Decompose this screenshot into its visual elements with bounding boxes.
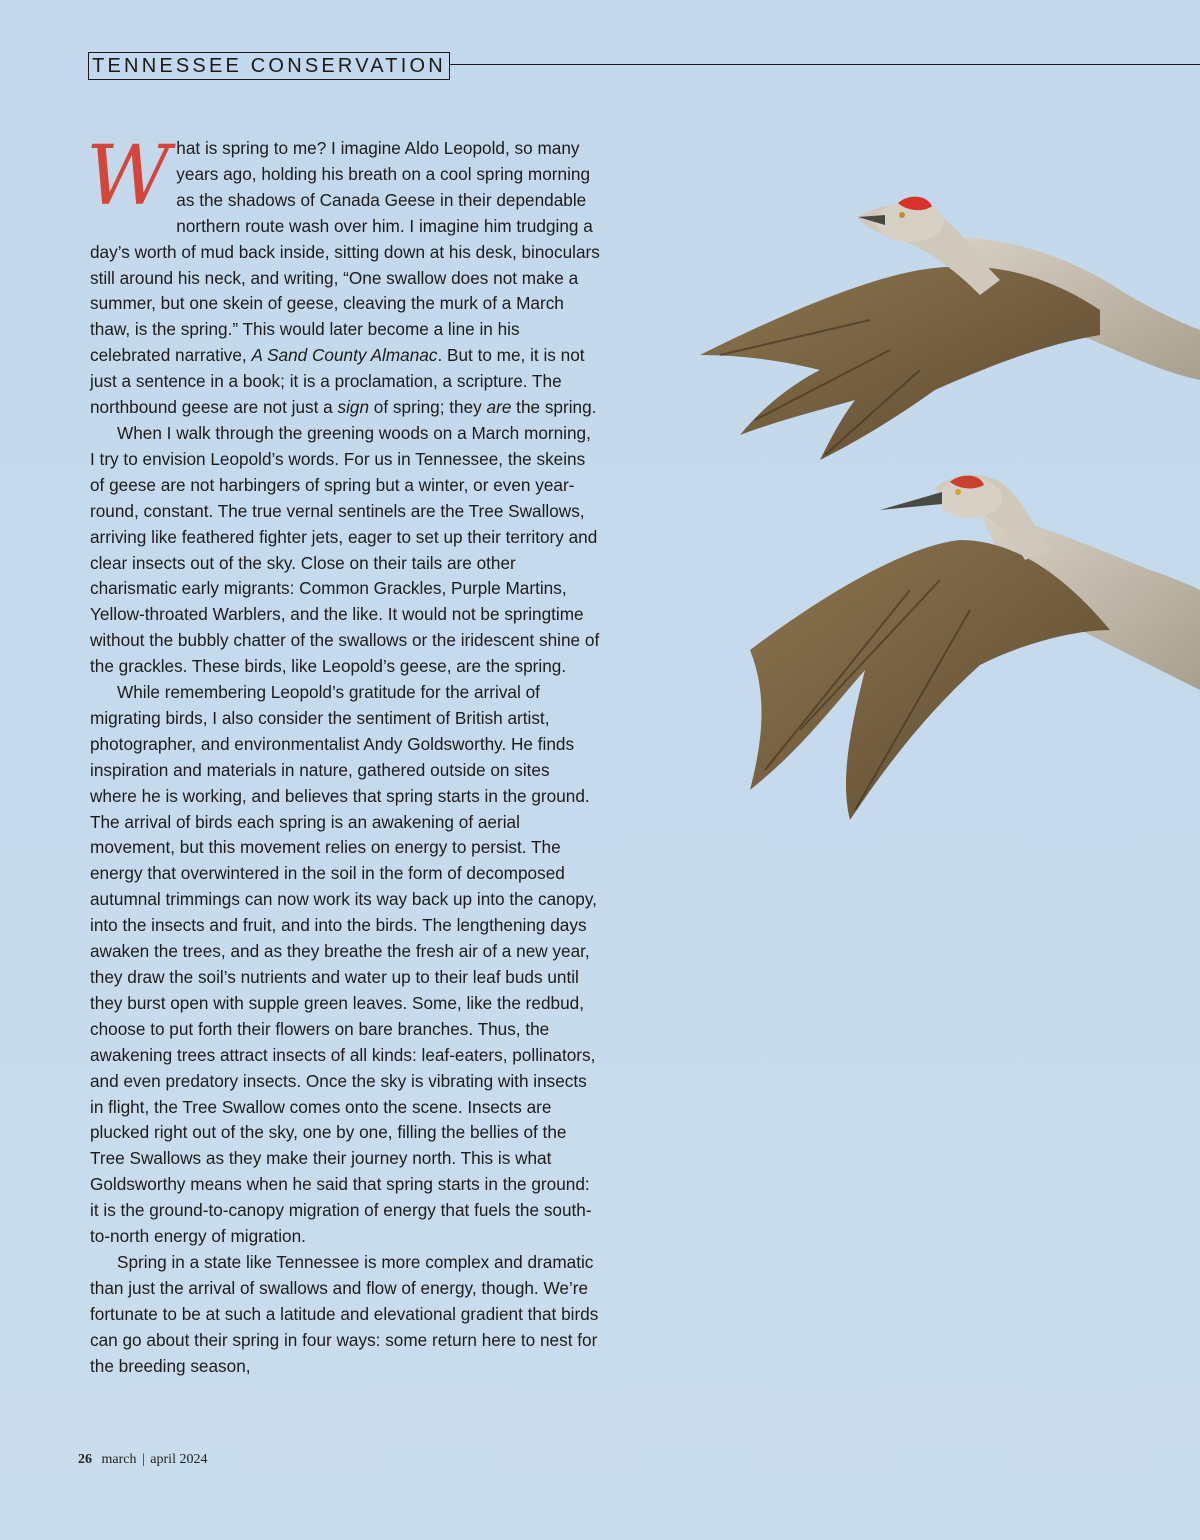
crane-bottom [750, 475, 1200, 820]
page-footer [78, 1452, 207, 1468]
p1-emphasis-2: are [486, 397, 512, 418]
paragraph-3: While remembering Leopold’s gratitude for the arrival of migrating birds, I also consider the sentiment of British artist, photographer, and environmentalist Andy Goldsworthy. He finds inspiration and materials in nature, gathered outside on sites where he is working, and believes that spring starts in the ground. The arrival of birds each spring is an awakening of aerial movement, but this movement relies on energy to persist. The energy that overwintered in the soil in the form of decomposed autumnal trimmings can now work its way back up into the canopy, into the insects and fruit, and into the birds. The lengthening days awaken the trees, and as they breathe the fresh air of a new year, they draw the soil’s nutrients and water up to their leaf buds until they burst open with supple green leaves. Some, like the redbud, choose to put forth their flowers on bare branches. Thus, the awakening trees attract insects of all kinds: leaf-eaters, pollinators, and even predatory insects. Once the sky is vibrating with insects in flight, the Tree Swallow comes onto the scene. Insects are plucked right out of the sky, one by one, filling the bellies of the Tree Swallows as they make their journey north. This is what Goldsworthy means when he said that spring starts in the ground: it is the ground-to-canopy migration of energy that fuels the south-to-north energy of migration. [90, 682, 597, 1247]
sandhill-cranes-photo [680, 170, 1200, 870]
p1-text-3: of spring; they [369, 397, 487, 418]
paragraph-2: When I walk through the greening woods on a March morning, I try to envision Leopold’s words. For us in Tennessee, the skeins of geese are not harbingers of spring but a winter, or even year-round, constant. The true vernal sentinels are the Tree Swallows, arriving like feathered fighter jets, eager to set up their territory and clear insects out of the sky. Close on their tails are other charismatic early migrants: Common Grackles, Purple Martins, Yellow-throated Warblers, and the like. It would not be springtime without the bubbly chatter of the swallows or the iridescent shine of the grackles. These birds, like Leopold’s geese, are the spring. [90, 422, 600, 677]
article-body [86, 129, 600, 1380]
masthead-rule [450, 64, 1200, 65]
section-masthead [88, 52, 450, 80]
paragraph-4: Spring in a state like Tennessee is more complex and dramatic than just the arrival of swallows and flow of energy, though. We’re fortunate to be at such a latitude and elevational gradient that birds can go about their spring in four ways: some return here to nest for the breeding season, [90, 1251, 599, 1376]
issue-separator: | [141, 1452, 145, 1467]
book-title: A Sand County Almanac [251, 345, 438, 366]
paragraph-1 [86, 129, 600, 421]
p1-emphasis-1: sign [337, 397, 370, 418]
issue-date: april 2024 [150, 1452, 208, 1467]
p1-text-4: the spring. [511, 397, 597, 418]
p1-text-2: . But to me, it is not just a sentence in a book; it is a proclamation, a scripture. The northbound geese are not just a [90, 345, 585, 418]
masthead-title: TENNESSEE CONSERVATION [92, 54, 446, 77]
issue-month: march [101, 1452, 137, 1467]
page-number: 26 [78, 1452, 92, 1467]
p1-text-1: hat is spring to me? I imagine Aldo Leopold, so many years ago, holding his breath on a cool spring morning as the shadows of Canada Geese in their dependable northern route wash over him. I imagine him trudging a day’s worth of mud back inside, sitting down at his desk, binoculars still around his neck, and writing, “One swallow does not make a summer, but one skein of geese, cleaving the murk of a March thaw, is the spring.” This would later become a line in his celebrated narrative, [90, 138, 600, 366]
crane-top [700, 197, 1200, 460]
drop-cap: W [86, 129, 171, 224]
